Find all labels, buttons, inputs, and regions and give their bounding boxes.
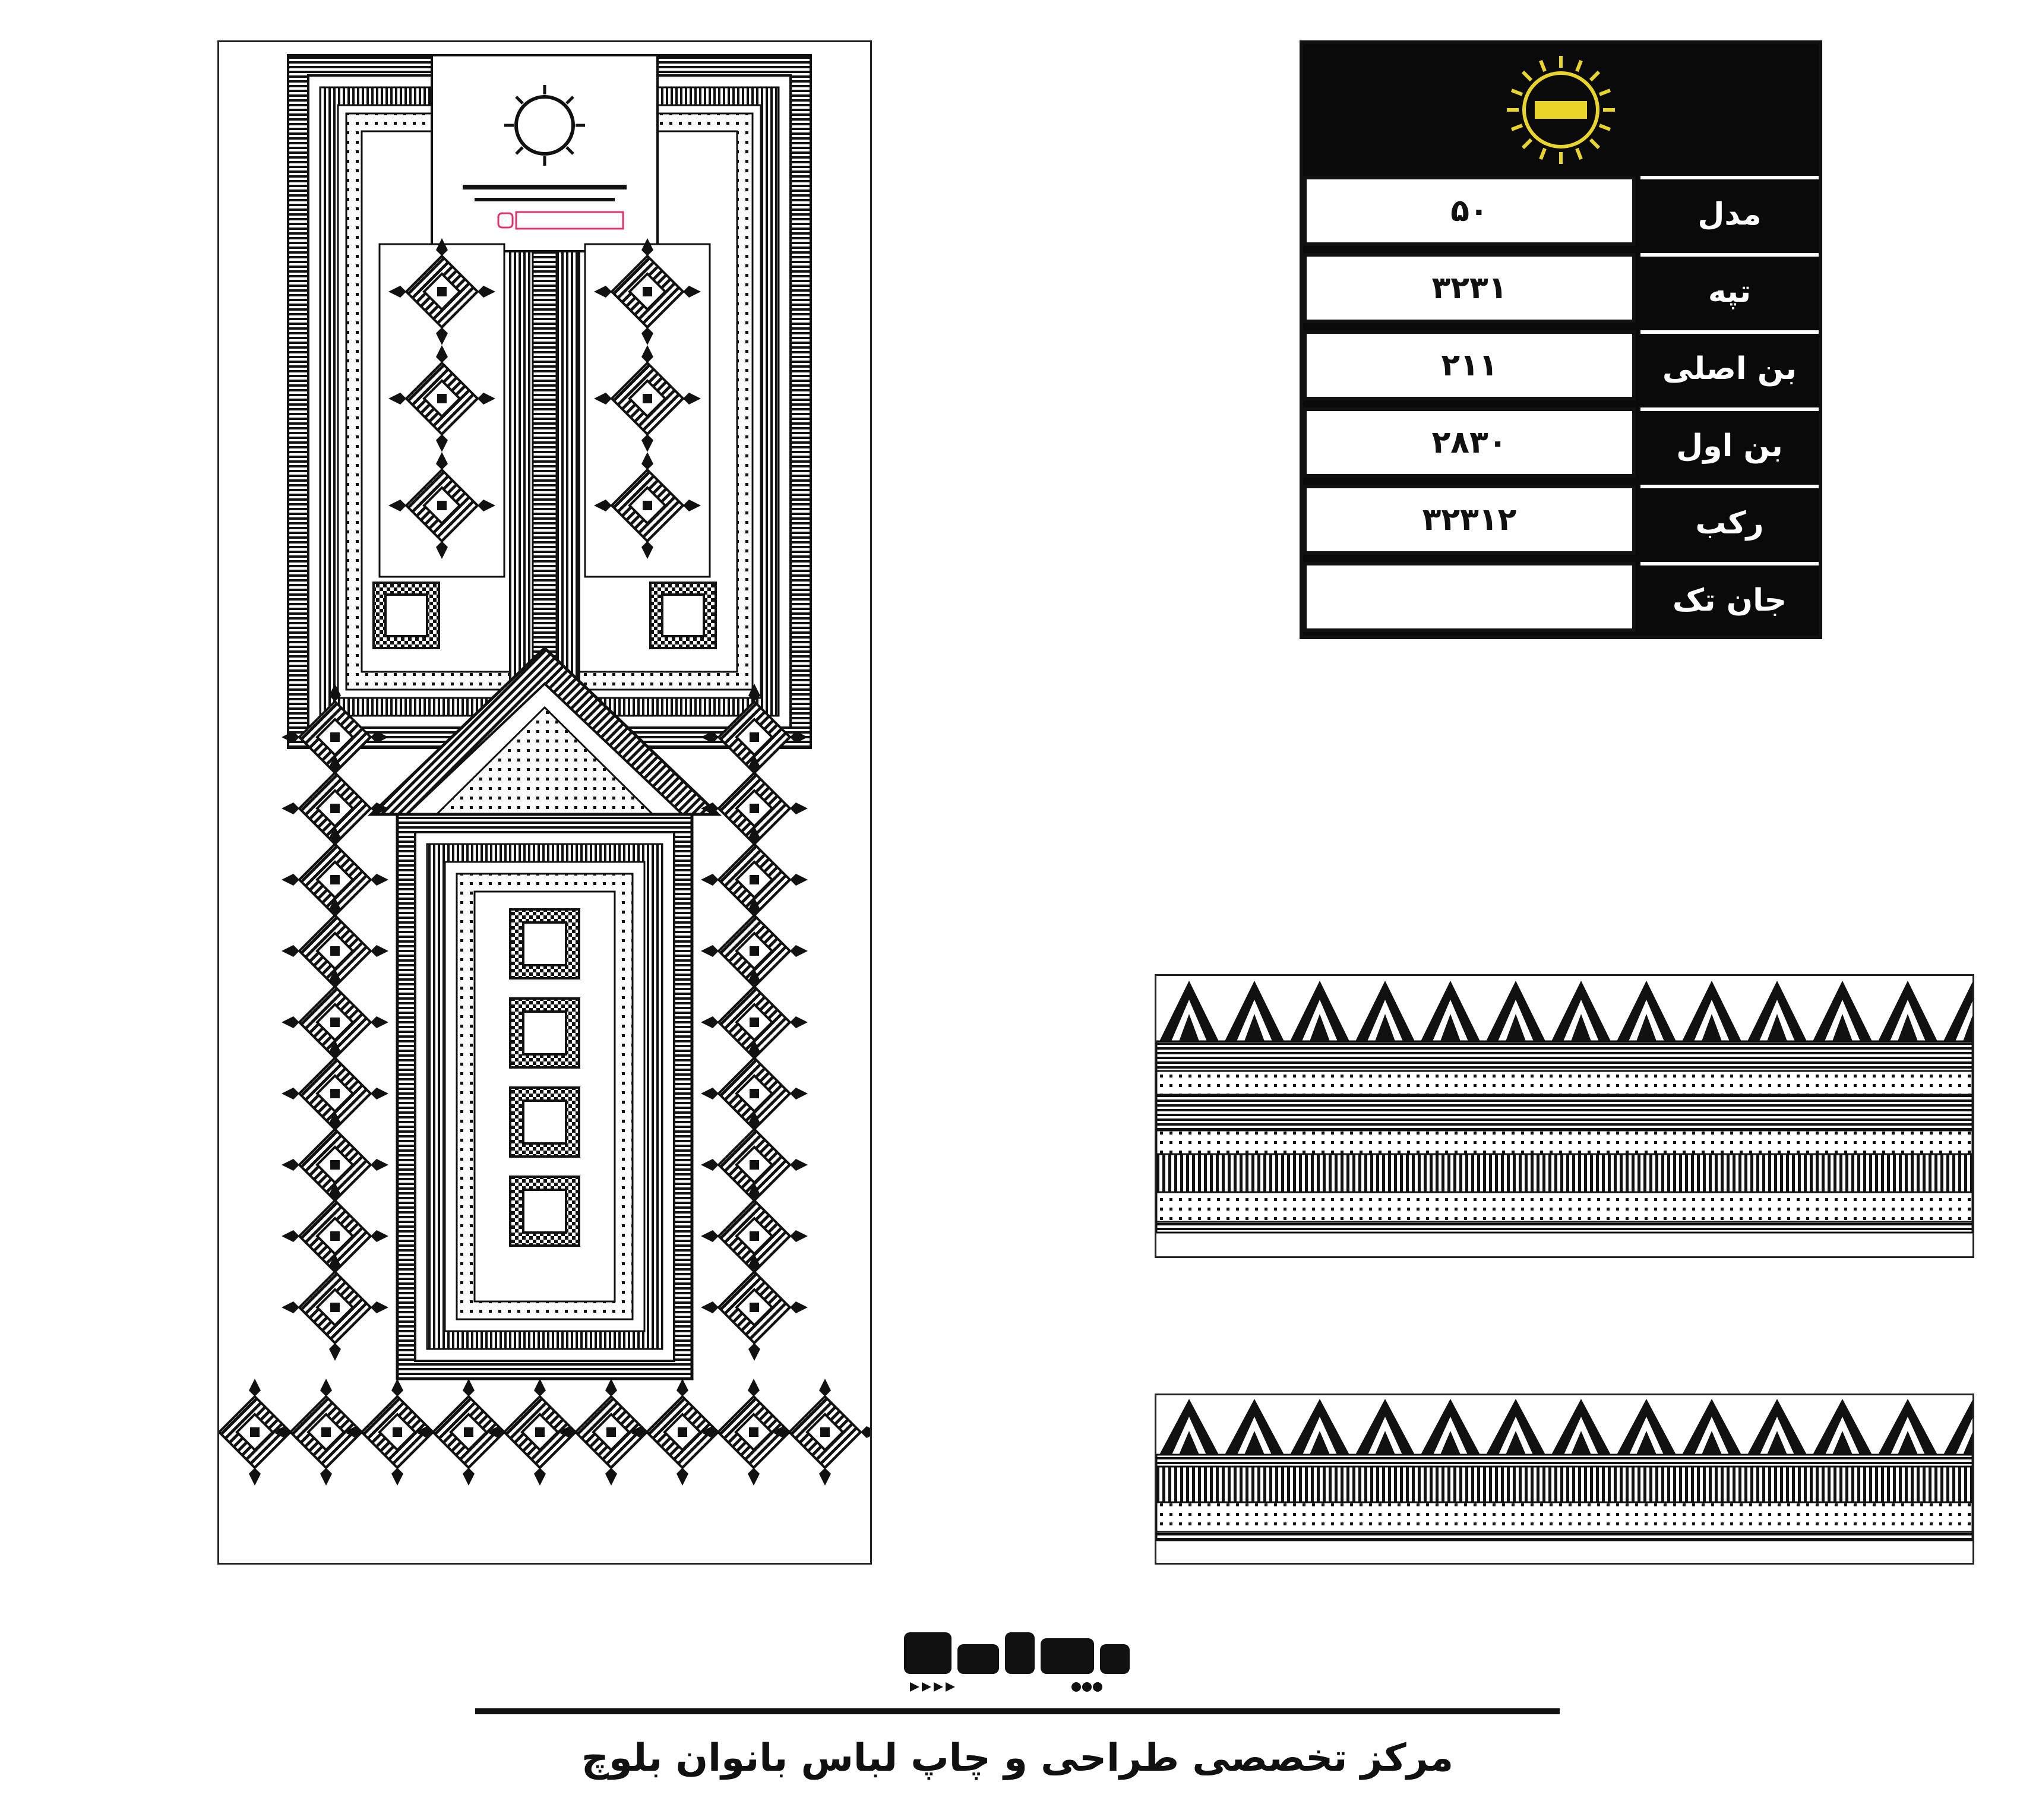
- spec-label: جان تک: [1640, 562, 1819, 632]
- spec-value: [1303, 562, 1636, 632]
- spec-row-jantak: [1303, 562, 1819, 639]
- embroidery-panel: [217, 40, 872, 1565]
- spec-row-main-base: [1303, 330, 1819, 407]
- spec-logo: [1303, 44, 1819, 176]
- sun-logo-icon: [1303, 44, 1819, 176]
- spec-row-rekab: [1303, 485, 1819, 562]
- brand-tagline: مرکز تخصصی طراحی و چاپ لباس بانوان بلوچ: [581, 1736, 1454, 1780]
- spec-row-model: [1303, 176, 1819, 253]
- spec-label: بن اول: [1640, 407, 1819, 478]
- border-pattern-narrow: [1156, 1395, 1972, 1563]
- border-strip-wide: [1155, 974, 1974, 1258]
- spec-row-tape: [1303, 253, 1819, 330]
- spec-value: ۳۲۳۱: [1303, 253, 1636, 323]
- spec-value: ۲۱۱: [1303, 330, 1636, 400]
- footer-divider: [475, 1708, 1560, 1714]
- spec-table: [1300, 40, 1822, 639]
- spec-row-first-base: [1303, 407, 1819, 485]
- border-pattern-wide: [1156, 976, 1972, 1256]
- spec-value: ۵۰: [1303, 176, 1636, 246]
- spec-label: مدل: [1640, 176, 1819, 246]
- spec-label: بن اصلی: [1640, 330, 1819, 400]
- spec-label: تپه: [1640, 253, 1819, 323]
- embroidery-pattern: [219, 42, 870, 1563]
- brand-logo-mark: [898, 1620, 1136, 1704]
- spec-label: رکب: [1640, 485, 1819, 555]
- spec-value: ۳۲۳۱۲: [1303, 485, 1636, 555]
- border-strip-narrow: [1155, 1394, 1974, 1565]
- spec-value: ۲۸۳۰: [1303, 407, 1636, 478]
- brand-logo: [898, 1620, 1136, 1704]
